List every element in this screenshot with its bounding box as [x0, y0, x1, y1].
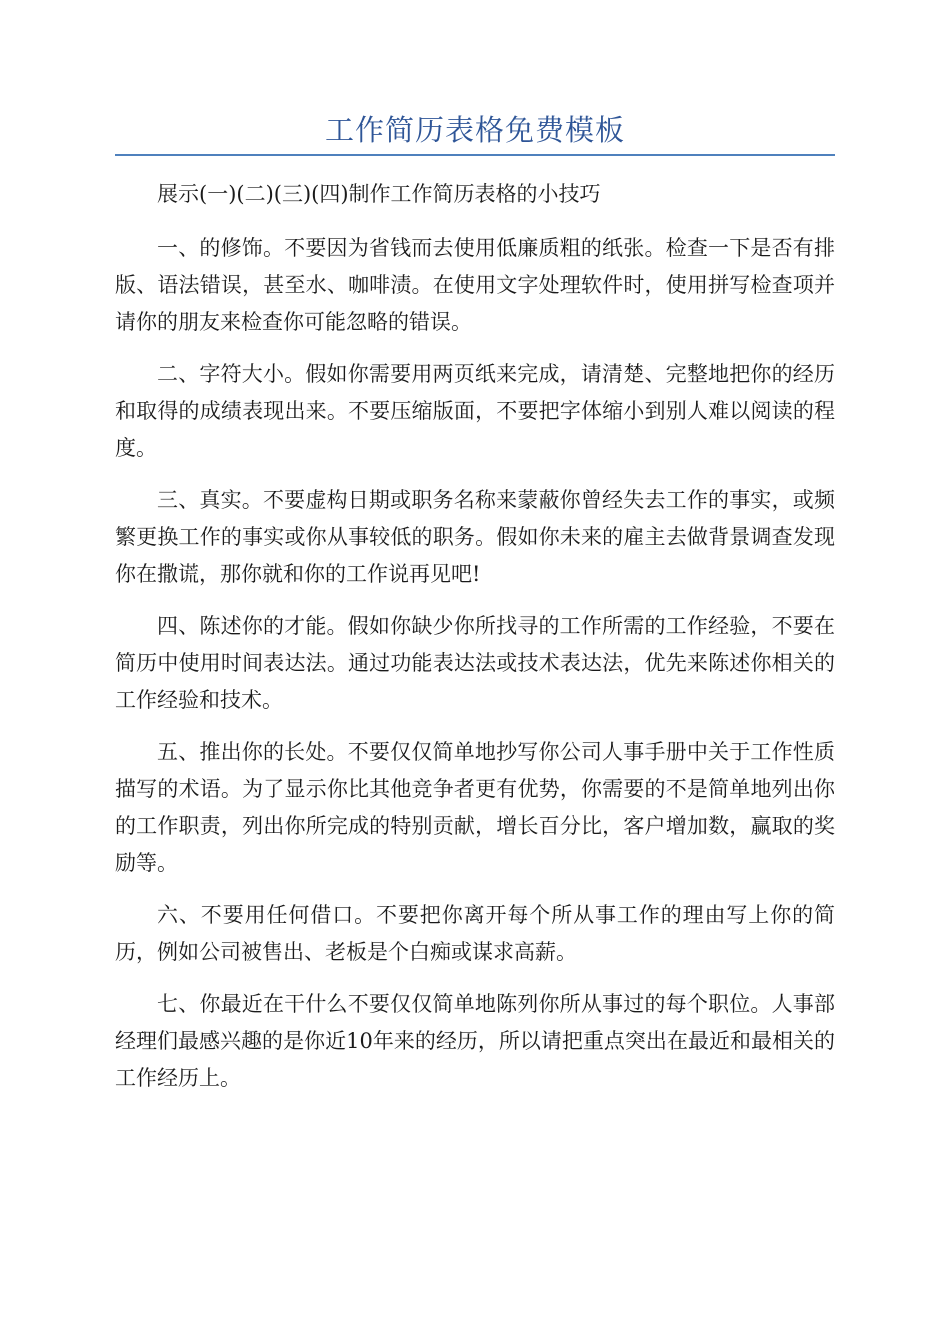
- tip-paragraph-1: 一、的修饰。不要因为省钱而去使用低廉质粗的纸张。检查一下是否有排版、语法错误，甚至水、咖啡渍。在使用文字处理软件时，使用拼写检查项并请你的朋友来检查你可能忽略的错误。: [115, 236, 835, 334]
- document-title: 工作简历表格免费模板: [324, 113, 625, 147]
- intro-paragraph: 展示(一)(二)(三)(四)制作工作简历表格的小技巧: [157, 182, 601, 206]
- title-block: [115, 112, 835, 156]
- tip-paragraph-6: 六、不要用任何借口。不要把你离开每个所从事工作的理由写上你的简历，例如公司被售出、老板是个白痴或谋求高薪。: [115, 903, 835, 964]
- tip-paragraph-4: 四、陈述你的才能。假如你缺少你所找寻的工作所需的工作经验，不要在简历中使用时间表达法。通过功能表达法或技术表达法，优先来陈述你相关的工作经验和技术。: [115, 614, 835, 712]
- document-body: [115, 176, 835, 1112]
- tip-paragraph-3: 三、真实。不要虚构日期或职务名称来蒙蔽你曾经失去工作的事实，或频繁更换工作的事实或你从事较低的职务。假如你未来的雇主去做背景调查发现你在撒谎，那你就和你的工作说再见吧!: [115, 488, 835, 586]
- tip-paragraph-2: 二、字符大小。假如你需要用两页纸来完成，请清楚、完整地把你的经历和取得的成绩表现出来。不要压缩版面，不要把字体缩小到别人难以阅读的程度。: [115, 362, 835, 460]
- tip-paragraph-5: 五、推出你的长处。不要仅仅简单地抄写你公司人事手册中关于工作性质描写的术语。为了显示你比其他竞争者更有优势，你需要的不是简单地列出你的工作职责，列出你所完成的特别贡献，增长百分比，客户增加数，赢取的奖励等。: [115, 740, 835, 875]
- tip-paragraph-7: 七、你最近在干什么不要仅仅简单地陈列你所从事过的每个职位。人事部经理们最感兴趣的是你近10年来的经历，所以请把重点突出在最近和最相关的工作经历上。: [115, 992, 835, 1090]
